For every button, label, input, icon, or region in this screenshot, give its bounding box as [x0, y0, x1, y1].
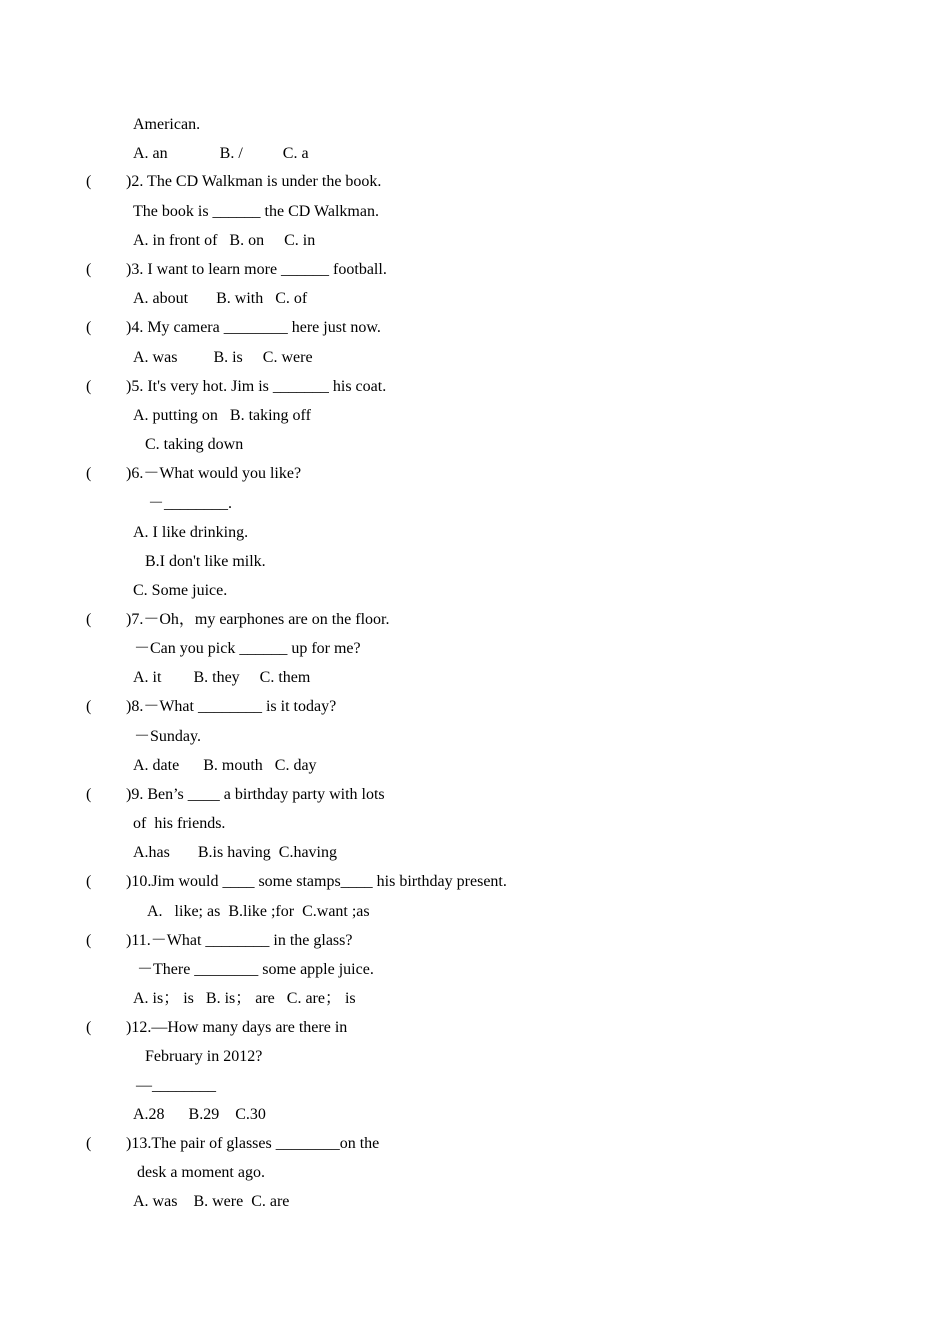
question-line: )4. My camera ________ here just now. — [126, 319, 381, 336]
answer-blank-paren: ( — [86, 319, 92, 336]
question-line: －Sunday. — [134, 728, 201, 745]
answer-options: C. Some juice. — [133, 582, 228, 599]
question-line: American. — [133, 116, 201, 133]
answer-options: A. like; as B.like ;for C.want ;as — [147, 903, 370, 920]
answer-options: A. was B. were C. are — [133, 1193, 290, 1210]
answer-options: A. in front of B. on C. in — [133, 232, 316, 249]
answer-blank-paren: ( — [86, 698, 92, 715]
question-line: )11.－What ________ in the glass? — [126, 932, 353, 949]
answer-blank-paren: ( — [86, 1135, 92, 1152]
question-line: )12.—How many days are there in — [126, 1019, 348, 1036]
answer-options: A. is； is B. is； are C. are； is — [133, 990, 356, 1007]
question-line: )2. The CD Walkman is under the book. — [126, 173, 382, 190]
answer-blank-paren: ( — [86, 1019, 92, 1036]
answer-options: A. I like drinking. — [133, 524, 249, 541]
question-line: )8.－What ________ is it today? — [126, 698, 337, 715]
answer-blank-paren: ( — [86, 932, 92, 949]
question-line: )9. Ben’s ____ a birthday party with lots — [126, 786, 385, 803]
answer-options: A. was B. is C. were — [133, 349, 313, 366]
question-line: The book is ______ the CD Walkman. — [133, 203, 379, 220]
answer-options: A.28 B.29 C.30 — [133, 1106, 266, 1123]
question-line: February in 2012? — [145, 1048, 263, 1065]
question-line: of his friends. — [133, 815, 226, 832]
answer-blank-paren: ( — [86, 173, 92, 190]
answer-options: A.has B.is having C.having — [133, 844, 337, 861]
question-line: )10.Jim would ____ some stamps____ his birthday present. — [126, 873, 507, 890]
question-line: －________. — [148, 495, 233, 512]
answer-blank-paren: ( — [86, 611, 92, 628]
question-line: －There ________ some apple juice. — [137, 961, 374, 978]
answer-options: A. an B. / C. a — [133, 145, 309, 162]
answer-blank-paren: ( — [86, 786, 92, 803]
answer-blank-paren: ( — [86, 261, 92, 278]
answer-options: A. date B. mouth C. day — [133, 757, 317, 774]
question-line: )6.－What would you like? — [126, 465, 302, 482]
answer-blank-paren: ( — [86, 465, 92, 482]
answer-options: B.I don't like milk. — [145, 553, 266, 570]
question-line: )3. I want to learn more ______ football. — [126, 261, 387, 278]
answer-blank-paren: ( — [86, 378, 92, 395]
question-line: )7.－Oh，my earphones are on the floor. — [126, 611, 390, 628]
question-line: —________ — [136, 1077, 216, 1094]
question-line: －Can you pick ______ up for me? — [134, 640, 361, 657]
question-line: desk a moment ago. — [137, 1164, 265, 1181]
answer-options: A. about B. with C. of — [133, 290, 308, 307]
answer-options: A. it B. they C. them — [133, 669, 311, 686]
answer-options: C. taking down — [145, 436, 244, 453]
answer-options: A. putting on B. taking off — [133, 407, 311, 424]
question-line: )5. It's very hot. Jim is _______ his coat. — [126, 378, 387, 395]
question-line: )13.The pair of glasses ________on the — [126, 1135, 380, 1152]
answer-blank-paren: ( — [86, 873, 92, 890]
